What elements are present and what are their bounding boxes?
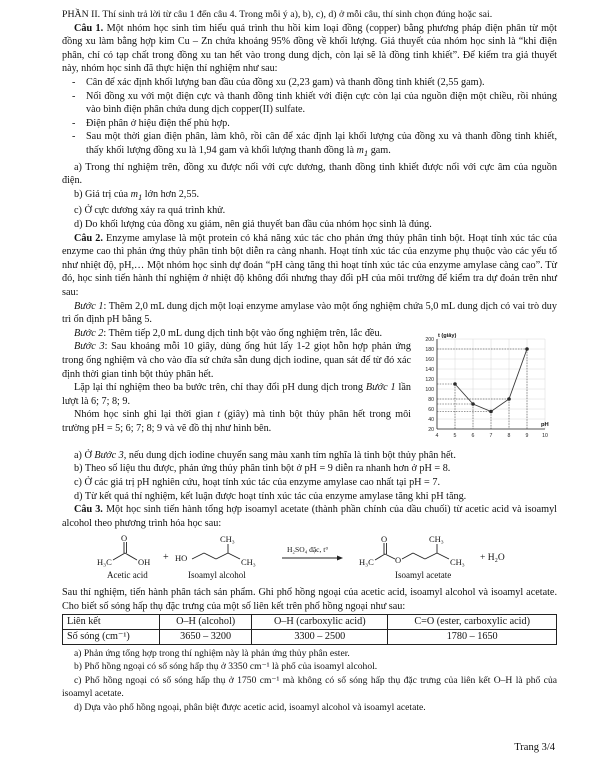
q1-step-1-text: Cân để xác định khối lượng ban đầu của đồng xu (2,23 gam) và thanh đồng tinh khiết (2,55 gam).: [86, 76, 485, 88]
alcohol-ho: HO: [174, 553, 187, 564]
q3-option-d: d) Dựa vào phổ hồng ngoại, phân biệt được acetic acid, isoamyl alcohol và isoamyl acetate.: [74, 702, 426, 714]
isoamyl-alcohol-name: Isoamyl alcohol: [187, 570, 246, 581]
q1-intro: [62, 22, 557, 76]
isoamyl-acetate-name: Isoamyl acetate: [394, 570, 451, 581]
q2-step-1: [62, 300, 557, 327]
q2-step-1-label: Bước 1: [74, 300, 104, 312]
q2-step-1-text: : Thêm 2,0 mL dung dịch một loại enzyme amylase vào một ống nghiệm chứa 5,0 mL dung dịch có vai trò duy trì ổn định pH bằng 5.: [62, 300, 557, 326]
q3-option-b: b) Phổ hồng ngoại có số sóng hấp thụ ở 3350 cm⁻¹ là phổ của isoamyl alcohol.: [74, 661, 378, 673]
q2-step-2-text: : Thêm tiếp 2,0 mL dung dịch tinh bột vào ống nghiệm trên, lắc đều.: [103, 327, 383, 339]
ir-cell: 1780 – 1650: [388, 630, 557, 645]
ester-o: O: [394, 555, 401, 566]
ir-cell: O–H (carboxylic acid): [252, 615, 388, 630]
q2-option-c: c) Ở các giá trị pH nghiên cứu, hoạt tính xúc tác của enzyme amylase cao nhất tại pH = 7.: [74, 476, 440, 488]
ir-table-row: [63, 615, 557, 630]
q2-option-d: d) Từ kết quả thí nghiệm, kết luận được hoạt tính xúc tác của enzyme amylase tăng khi pH tăng.: [74, 490, 467, 502]
acetic-acid-name: Acetic acid: [106, 570, 148, 581]
y-tick-label: 200: [425, 336, 434, 343]
ir-cell: 3650 – 3200: [160, 630, 252, 645]
reaction-scheme: [75, 532, 545, 584]
q1-step-4-end: gam.: [368, 144, 391, 156]
x-tick-label: 8: [507, 432, 511, 439]
x-tick-label: 10: [542, 432, 548, 439]
q2-repeat-pre: Lặp lại thí nghiệm theo ba bước trên, chỉ thay đổi pH dung dịch trong: [74, 382, 366, 394]
alcohol-ch3-end: CH₃: [240, 557, 256, 568]
q2-intro: [62, 232, 557, 300]
ir-cell: Liên kết: [63, 615, 160, 630]
q3-option-c: c) Phổ hồng ngoại có số sóng hấp thụ ở 1750 cm⁻¹ mà không có số sóng hấp thụ đặc trưng của liên kết O–H là phổ của isoamyl acetate.: [62, 674, 557, 700]
q1-intro-text: Một nhóm học sinh tìm hiểu quá trình thu hồi kim loại đồng (copper) bằng phương pháp điện phân từ một đồng xu làm bằng hợp kim Cu – Zn chứa khoảng 95% đồng về khối lượng. Giả thuyết của nhóm học sinh là “khi điện phân, chỉ có tạp chất trong đồng xu tan hết vào trong dung dịch, còn lại sẽ là đồng tinh khiết”. Để kiểm tra giả thuyết này, nhóm học sinh đã thực hiện thí nghiệm như sau:: [62, 22, 557, 75]
q1-step-2-text: Nối đồng xu với một điện cực và thanh đồng tinh khiết với điện cực còn lại của nguồn điện một chiều, rồi nhúng vào bình điện phân chứa dung dịch copper(II) sulfate.: [86, 90, 557, 116]
q2-option-a-pre: a) Ở: [74, 449, 95, 461]
q3-label: Câu 3.: [74, 504, 103, 516]
ir-table: [62, 614, 557, 644]
ir-table-row: [63, 630, 557, 645]
q1-option-b: [62, 188, 557, 205]
q2-label: Câu 2.: [74, 232, 103, 244]
q2-repeat-post: lần lượt là 6; 7; 8; 9.: [62, 382, 411, 407]
q2-option-a-post: , nếu dung dịch iodine chuyển sang màu xanh tím nghĩa là tinh bột thủy phân hết.: [123, 449, 456, 461]
data-point: [489, 409, 493, 413]
q3-intro: [62, 503, 557, 530]
acid-oh: OH: [137, 557, 150, 568]
ir-cell: 3300 – 2500: [252, 630, 388, 645]
q1-label: Câu 1.: [74, 22, 104, 34]
q1-step-1: - Cân để xác định khối lượng ban đầu của đồng xu (2,23 gam) và thanh đồng tinh khiết (2,55 gam).: [62, 76, 557, 90]
y-tick-label: 180: [425, 346, 434, 353]
x-tick-label: 9: [525, 432, 529, 439]
page-number: Trang 3/4: [514, 742, 555, 753]
x-tick-label: 4: [435, 432, 439, 439]
q2-option-b: b) Theo số liệu thu được, phản ứng thủy phân tinh bột ở pH = 9 diễn ra nhanh hơn ở pH = 8.: [74, 463, 451, 475]
y-tick-label: 100: [425, 386, 434, 393]
y-tick-label: 140: [425, 366, 434, 373]
ir-cell: O–H (alcohol): [160, 615, 252, 630]
reaction-condition: H₂SO₄ đặc, t°: [286, 545, 328, 555]
q3-intro-text: Một học sinh tiến hành tổng hợp isoamyl acetate (thành phần chính của dầu chuối) từ acetic acid và isoamyl alcohol theo phương trình hóa học sau:: [62, 504, 557, 529]
alcohol-ch3-top: CH₃: [219, 534, 235, 545]
section-header: PHẦN II. Thí sinh trả lời từ câu 1 đến câu 4. Trong mỗi ý a), b), c), d) ở mỗi câu, thí sinh chọn đúng hoặc sai.: [62, 9, 493, 20]
q1-option-b-sub: 1: [137, 191, 143, 202]
q2-option-a-label: Bước 3: [94, 449, 124, 461]
ester-h3c: H₃C: [358, 557, 374, 568]
q1-step-4-text: Sau một thời gian điện phân, làm khô, rồi cân để xác định lại khối lượng của đồng xu và thanh đồng tinh khiết, thấy khối lượng đồng xu là 1,94 gam và khối lượng thanh đồng là: [86, 131, 557, 156]
q3-option-a: a) Phản ứng tổng hợp trong thí nghiệm này là phản ứng thủy phân ester.: [74, 647, 350, 659]
q1-step-4-var: m: [356, 144, 364, 156]
q2-record-var: t: [217, 409, 221, 421]
data-point: [471, 402, 475, 406]
x-tick-label: 5: [453, 432, 457, 439]
y-tick-label: 80: [428, 396, 434, 403]
exam-page: [62, 8, 557, 715]
acid-h3c: H₃C: [96, 557, 112, 568]
q2-step-2-label: Bước 2: [74, 327, 104, 339]
q2-step-3-label: Bước 3: [74, 341, 105, 353]
q2-step-3-text: : Sau khoảng mỗi 10 giây, dùng ống hút lấy 1-2 giọt hỗn hợp phản ứng trong ống nghiệm và cho vào đĩa sứ chứa sẵn dung dịch iodine, quan sát để từ đó xác định thời gian tinh bột thủy phân hết.: [62, 341, 411, 380]
y-tick-label: 20: [428, 426, 434, 433]
ester-carbonyl-o: O: [380, 534, 387, 545]
x-tick-label: 6: [471, 432, 475, 439]
ester-ch3-top: CH₃: [428, 534, 444, 545]
y-axis-label: t (giây): [438, 332, 457, 339]
x-axis-label: pH: [541, 421, 549, 428]
ir-cell: Số sóng (cm⁻¹): [63, 630, 160, 645]
acid-carbonyl-o: O: [120, 533, 127, 544]
q1-step-4: - Sau một thời gian điện phân, làm khô, rồi cân để xác định lại khối lượng của đồng xu và thanh đồng tinh khiết, thấy khối lượng đồng xu là 1,94 gam và khối lượng thanh đồng là $m_1$ gam.: [72, 131, 557, 158]
q1-option-b-pre: b) Giá trị của: [74, 188, 131, 200]
q1-option-d: d) Do khối lượng của đồng xu giảm, nên giả thuyết ban đầu của nhóm học sinh là đúng.: [74, 218, 432, 230]
x-tick-label: 7: [489, 432, 493, 439]
y-tick-label: 40: [428, 416, 434, 423]
ir-cell: C=O (ester, carboxylic acid): [388, 615, 557, 630]
data-point: [453, 382, 457, 386]
q2-record-pre: Nhóm học sinh ghi lại thời gian: [74, 409, 218, 421]
q1-option-b-var: m: [130, 188, 138, 200]
q1-option-b-post: lớn hơn 2,55.: [142, 188, 200, 200]
q1-step-3: - Điện phân ở hiệu điện thế phù hợp.: [62, 117, 557, 131]
y-tick-label: 160: [425, 356, 434, 363]
q1-option-c: c) Ở cực dương xảy ra quá trình khử.: [74, 205, 226, 217]
q1-step-2: - Nối đồng xu với một điện cực và thanh đồng tinh khiết với điện cực còn lại của nguồn điện một chiều, rồi nhúng vào bình điện phân chứa dung dịch copper(II) sulfate.: [72, 90, 557, 116]
ph-time-chart: [417, 329, 557, 447]
y-tick-label: 60: [428, 406, 434, 413]
q2-option-a: [62, 449, 557, 463]
ester-ch3-end: CH₃: [449, 557, 465, 568]
q2-record-post: (giây) mà tinh bột thủy phân hết trong môi trường pH = 5; 6; 7; 8; 9 và vẽ đồ thị như hình bên.: [62, 409, 411, 434]
q2-repeat-label: Bước 1: [365, 382, 396, 394]
reaction-equation: [62, 532, 557, 584]
data-point: [507, 397, 511, 401]
q3-after: Sau thí nghiệm, tiến hành phân tách sản phẩm. Ghi phổ hồng ngoại của acetic acid, isoamyl alcohol và isoamyl acetate. Cho biết số sóng hấp thụ đặc trưng của một số liên kết trên phổ hồng ngoại như sau:: [62, 587, 557, 612]
plus-sign: +: [162, 552, 169, 564]
q1-option-a: a) Trong thí nghiệm trên, đồng xu được nối với cực dương, thanh đồng tinh khiết được nối với cực âm của nguồn điện.: [62, 161, 557, 187]
q1-step-4-sub: 1: [363, 147, 369, 158]
data-point: [525, 347, 529, 351]
q2-intro-text: Enzyme amylase là một protein có khả năng xúc tác cho phản ứng thủy phân tinh bột. Hoạt tính xúc tác của enzyme cao thì phản ứng thủy phân tinh bột diễn ra càng nhanh. Hoạt tính xúc tác của enzyme phụ thuộc vào các yếu tố như nhiệt độ, pH,… Một nhóm học sinh dự đoán “pH càng tăng thì hoạt tính xúc tác của enzyme amylase càng cao”. Từ đó, học sinh tiến hành thí nghiệm ở nhiệt độ không đổi nhưng thay đổi pH của môi trường để kiểm tra dự đoán trên như sau:: [62, 232, 557, 298]
q1-step-3-text: Điện phân ở hiệu điện thế phù hợp.: [86, 117, 230, 129]
water-product: + H₂O: [479, 553, 505, 564]
y-tick-label: 120: [425, 376, 434, 383]
